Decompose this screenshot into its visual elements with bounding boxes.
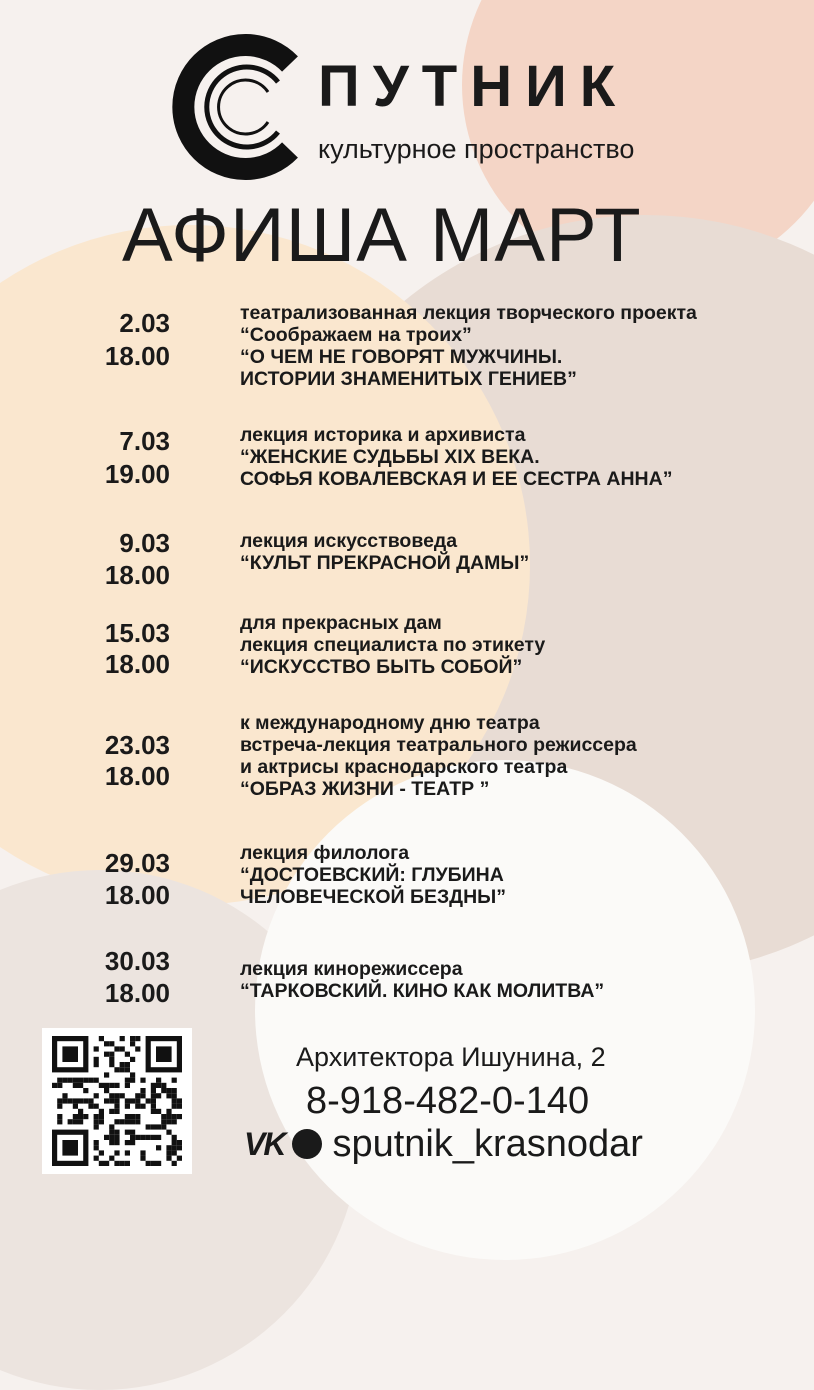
- event-line: к международному дню театра: [240, 712, 540, 734]
- event-date: 29.03: [104, 848, 170, 878]
- event-line: лекция историка и архивиста: [240, 424, 526, 446]
- event-description: [240, 424, 672, 490]
- brand-name: ПУТНИК: [318, 54, 629, 119]
- event-line: лекция кинорежиссера: [240, 958, 463, 980]
- phone-number: 8-918-482-0-140: [306, 1080, 590, 1122]
- sputnik-logo-icon: [162, 32, 312, 182]
- social-handle[interactable]: sputnik_krasnodar: [332, 1123, 643, 1165]
- event-line: “ОБРАЗ ЖИЗНИ - ТЕАТР ”: [240, 778, 490, 800]
- event-line: для прекрасных дам: [240, 612, 442, 634]
- event-description: [240, 612, 545, 678]
- event-time: 18.00: [104, 978, 170, 1008]
- event-line: встреча-лекция театрального режиссера: [240, 734, 637, 756]
- event-date: 23.03: [104, 730, 170, 760]
- event-time: 18.00: [104, 880, 170, 910]
- event-line: и актрисы краснодарского театра: [240, 756, 568, 778]
- event-date: 9.03: [119, 528, 170, 558]
- event-line: театрализованная лекция творческого проекта: [240, 302, 697, 324]
- event-line: лекция филолога: [240, 842, 410, 864]
- event-description: [240, 712, 637, 800]
- page-title: АФИША МАРТ: [122, 193, 642, 278]
- event-line: лекция искусствоведа: [240, 530, 458, 552]
- event-description: [240, 842, 506, 908]
- brand-tagline: культурное пространство: [318, 134, 635, 164]
- event-line: “ДОСТОЕВСКИЙ: ГЛУБИНА: [240, 864, 504, 886]
- event-line: ИСТОРИИ ЗНАМЕНИТЫХ ГЕНИЕВ”: [240, 368, 577, 390]
- telegram-icon[interactable]: [292, 1129, 322, 1159]
- event-line: лекция специалиста по этикету: [240, 634, 546, 656]
- qr-code-icon: [42, 1028, 192, 1174]
- event-line: ЧЕЛОВЕЧЕСКОЙ БЕЗДНЫ”: [240, 886, 506, 908]
- event-line: “ТАРКОВСКИЙ. КИНО КАК МОЛИТВА”: [240, 980, 605, 1002]
- address: Архитектора Ишунина, 2: [296, 1042, 606, 1072]
- event-description: [240, 302, 697, 390]
- vk-icon[interactable]: VK: [244, 1126, 285, 1162]
- event-date: 7.03: [119, 426, 170, 456]
- event-time: 18.00: [104, 341, 170, 371]
- social-row: [244, 1124, 643, 1164]
- event-line: СОФЬЯ КОВАЛЕВСКАЯ И ЕЕ СЕСТРА АННА”: [240, 468, 673, 490]
- event-time: 19.00: [104, 459, 170, 489]
- event-description: [240, 958, 604, 1002]
- event-date: 15.03: [104, 618, 170, 648]
- event-time: 18.00: [104, 649, 170, 679]
- event-line: “Соображаем на троих”: [240, 324, 472, 346]
- event-time: 18.00: [104, 560, 170, 590]
- event-date: 2.03: [119, 308, 170, 338]
- event-line: “ЖЕНСКИЕ СУДЬБЫ XIX ВЕКА.: [240, 446, 540, 468]
- event-time: 18.00: [104, 761, 170, 791]
- decor-circle-white: [255, 760, 755, 1260]
- event-date: 30.03: [104, 946, 170, 976]
- event-line: “КУЛЬТ ПРЕКРАСНОЙ ДАМЫ”: [240, 552, 530, 574]
- event-line: “О ЧЕМ НЕ ГОВОРЯТ МУЖЧИНЫ.: [240, 346, 563, 368]
- event-description: [240, 530, 529, 574]
- event-line: “ИСКУССТВО БЫТЬ СОБОЙ”: [240, 656, 523, 678]
